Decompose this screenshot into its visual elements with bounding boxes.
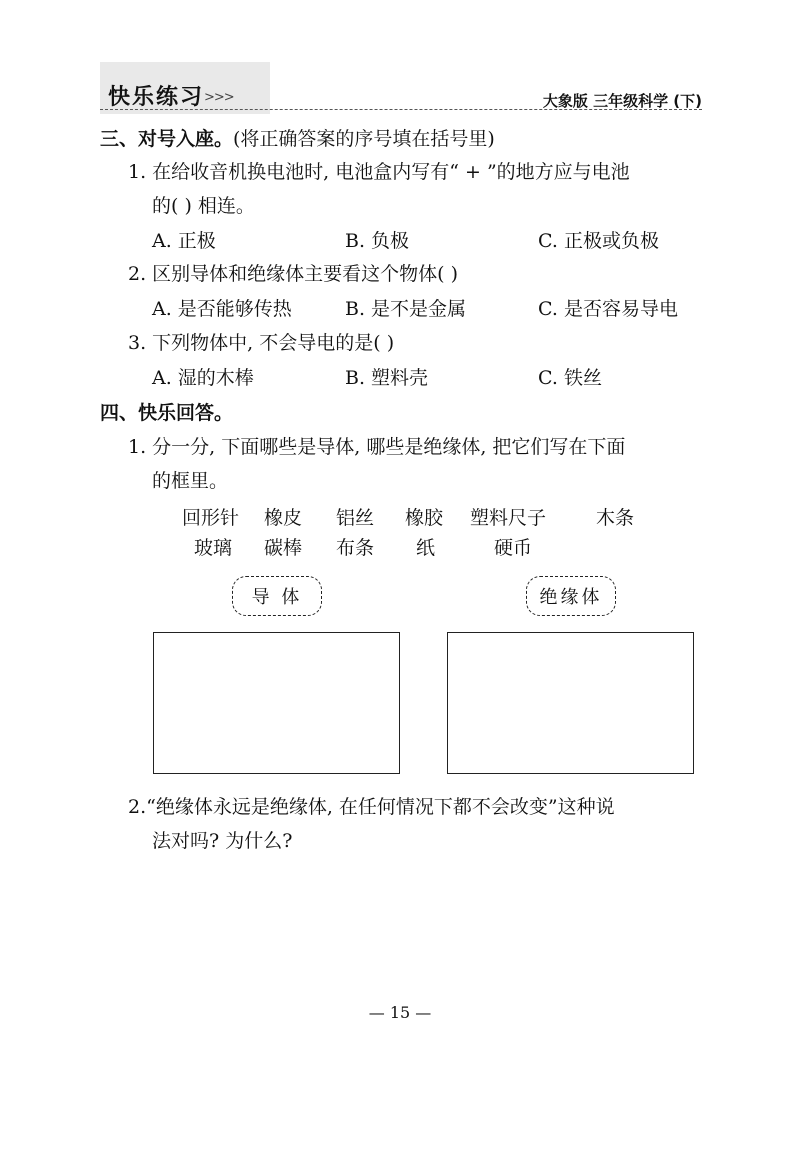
conductor-label: 导 体 [232,576,322,616]
item-word: 硬币 [494,537,533,559]
header-divider [100,109,702,110]
option-3-1-b: B. 负极 [345,230,410,252]
question-3-1-line1: 1. 在给收音机换电池时, 电池盒内写有“ + ”的地方应与电池 [128,161,630,183]
question-3-1-line2: 的( ) 相连。 [152,195,255,217]
item-word: 橡胶 [405,507,444,529]
option-3-3-a: A. 湿的木棒 [152,367,254,389]
page-header [100,62,702,114]
question-4-1-line1: 1. 分一分, 下面哪些是导体, 哪些是绝缘体, 把它们写在下面 [128,436,626,458]
item-word: 橡皮 [264,507,303,529]
option-3-2-c: C. 是否容易导电 [538,298,678,320]
option-3-2-a: A. 是否能够传热 [152,298,292,320]
item-word: 回形针 [182,507,240,529]
option-3-3-b: B. 塑料壳 [345,367,429,389]
item-word: 木条 [596,507,635,529]
page-number: — 15 — [368,1003,432,1022]
question-3-2-line1: 2. 区别导体和绝缘体主要看这个物体( ) [128,263,459,285]
chevron-right-icon: >>> [204,90,234,105]
option-3-2-b: B. 是不是金属 [345,298,467,320]
question-3-3-line1: 3. 下列物体中, 不会导电的是( ) [128,332,395,354]
book-info: 大象版 三年级科学 (下) [542,92,702,110]
question-4-2-line1: 2.“绝缘体永远是绝缘体, 在任何情况下都不会改变”这种说 [128,796,615,818]
section3-heading [100,124,495,151]
conductor-answer-box[interactable] [153,632,400,774]
insulator-answer-box[interactable] [447,632,694,774]
section3-note: (将正确答案的序号填在括号里) [233,128,495,150]
option-3-3-c: C. 铁丝 [538,367,602,389]
header-title: 快乐练习 [108,85,205,110]
insulator-label: 绝缘体 [526,576,616,616]
option-3-1-c: C. 正极或负极 [538,230,659,252]
section3-title: 三、对号入座。 [100,128,234,150]
item-word: 塑料尺子 [470,507,547,529]
item-word: 玻璃 [194,537,233,559]
item-word: 纸 [416,537,436,559]
section4-title: 四、快乐回答。 [100,402,234,424]
item-word: 布条 [336,537,375,559]
item-word: 铝丝 [336,507,375,529]
question-4-2-line2: 法对吗? 为什么? [152,830,293,852]
option-3-1-a: A. 正极 [152,230,216,252]
item-word: 碳棒 [264,537,303,559]
question-4-1-line2: 的框里。 [152,470,229,492]
